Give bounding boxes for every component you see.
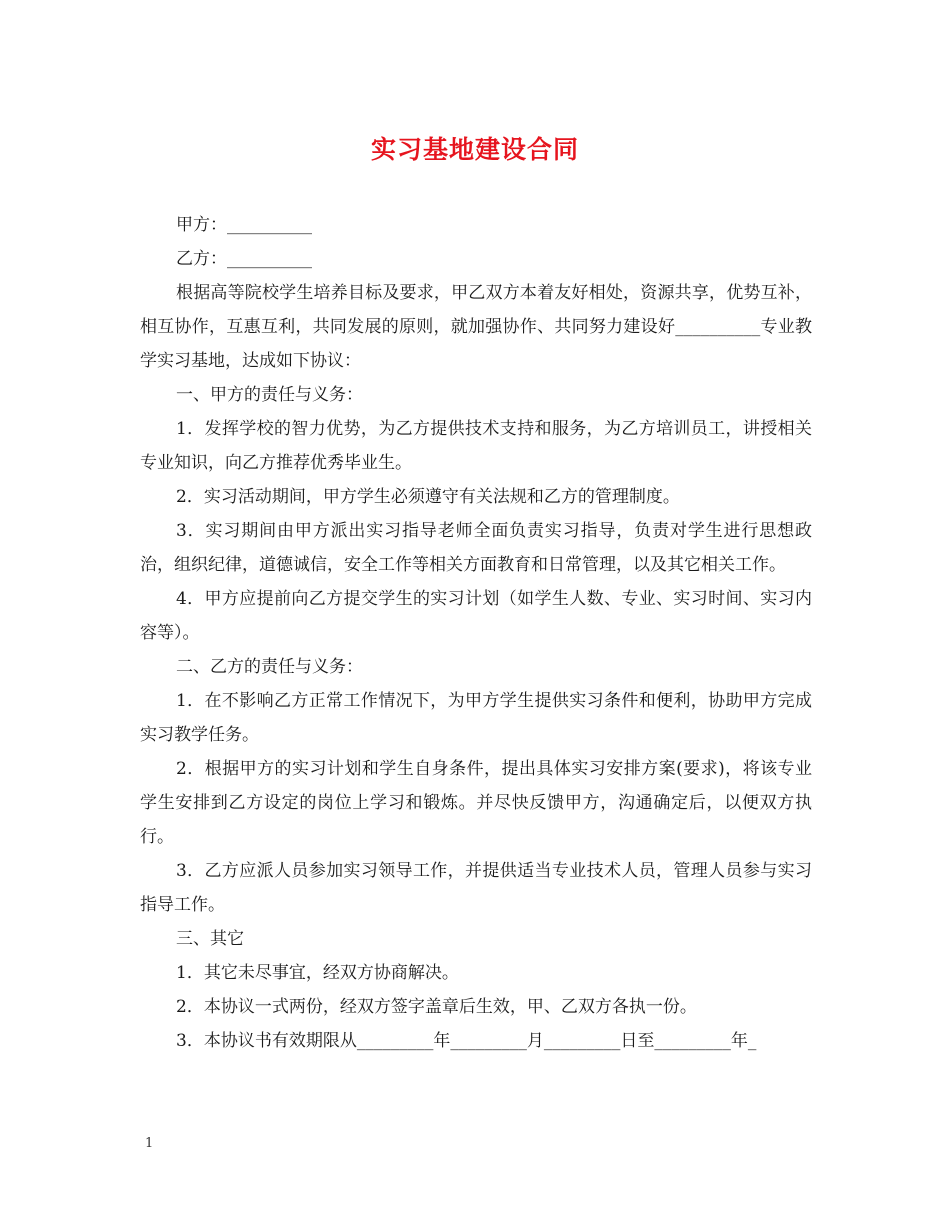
section-3-item: 3．本协议书有效期限从_________年_________月_________日至_________年_ — [176, 1031, 757, 1051]
section-3-item: 2．本协议一式两份，经双方签字盖章后生效，甲、乙双方各执一份。 — [176, 997, 697, 1017]
party-a-line: 甲方：__________ — [176, 215, 312, 235]
section-2-item: 3．乙方应派人员参加实习领导工作，并提供适当专业技术人员，管理人员参与实习指导工作。 — [140, 861, 812, 915]
section-1-item: 3．实习期间由甲方派出实习指导老师全面负责实习指导，负责对学生进行思想政治，组织纪律，道德诚信，安全工作等相关方面教育和日常管理，以及其它相关工作。 — [140, 521, 812, 575]
page-number: 1 — [145, 1136, 154, 1151]
section-2-item: 1．在不影响乙方正常工作情况下，为甲方学生提供实习条件和便利，协助甲方完成实习教学任务。 — [140, 691, 812, 745]
preamble-paragraph: 根据高等院校学生培养目标及要求，甲乙双方本着友好相处，资源共享，优势互补，相互协作，互惠互利，共同发展的原则，就加强协作、共同努力建设好__________专业教学实习基地，达成如下协议： — [140, 283, 812, 371]
section-3-item: 1．其它未尽事宜，经双方协商解决。 — [176, 963, 459, 983]
party-b-line: 乙方：__________ — [176, 249, 312, 269]
section-3-heading: 三、其它 — [176, 929, 244, 949]
section-2-heading: 二、乙方的责任与义务： — [176, 657, 363, 677]
section-1-heading: 一、甲方的责任与义务： — [176, 385, 363, 405]
section-2-item: 2．根据甲方的实习计划和学生自身条件，提出具体实习安排方案(要求)，将该专业学生安排到乙方设定的岗位上学习和锻炼。并尽快反馈甲方，沟通确定后，以便双方执行。 — [140, 759, 812, 847]
document-title: 实习基地建设合同 — [370, 135, 579, 164]
document-body — [140, 208, 812, 1058]
section-1-item: 2．实习活动期间，甲方学生必须遵守有关法规和乙方的管理制度。 — [176, 487, 680, 507]
section-1-item: 1．发挥学校的智力优势，为乙方提供技术支持和服务，为乙方培训员工，讲授相关专业知识，向乙方推荐优秀毕业生。 — [140, 419, 812, 473]
section-1-item: 4．甲方应提前向乙方提交学生的实习计划（如学生人数、专业、实习时间、实习内容等）。 — [140, 589, 812, 643]
